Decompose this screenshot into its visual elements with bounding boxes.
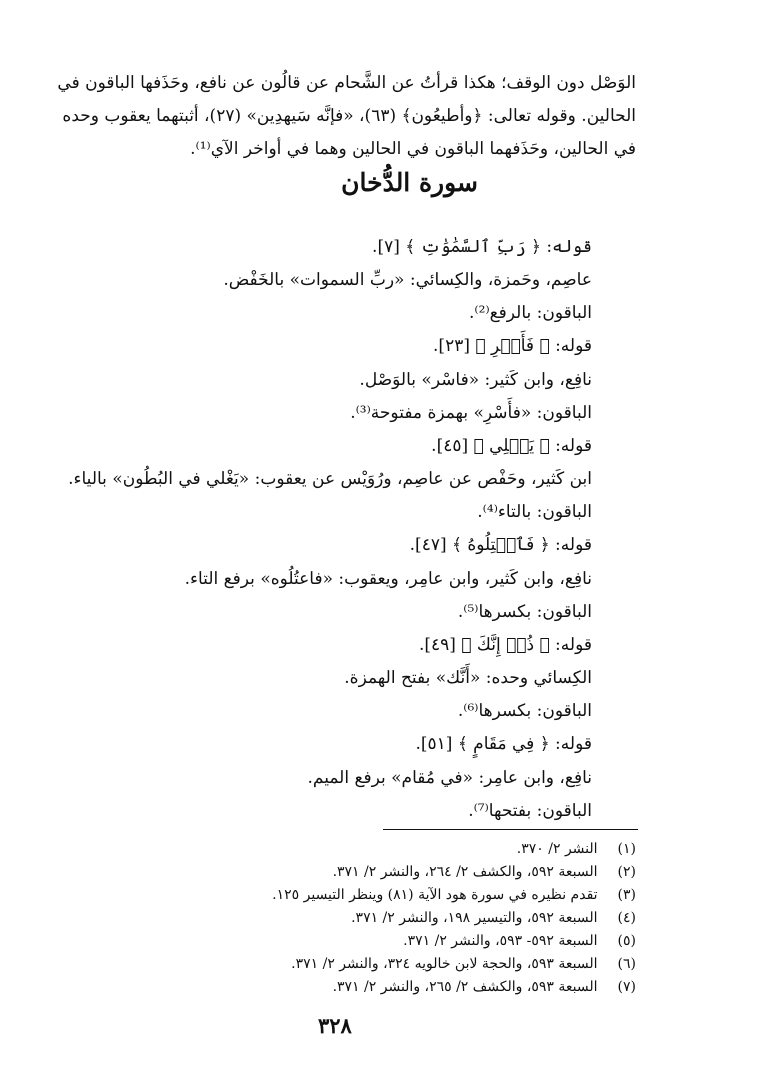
reading-line: نافِع، وابن كَثير: «فاسْر» بالوَصْل.: [359, 370, 592, 390]
reading-line: الباقون: بفتحها⁽⁷⁾.: [468, 801, 592, 821]
footnote-number: (٢): [617, 864, 636, 880]
reading-line: الباقون: بالرفع⁽²⁾.: [469, 303, 592, 323]
verse-line: قوله: ﴿ رَبِّ ٱلسَّمَٰوَٰتِ ﴾ [٧].: [372, 237, 592, 257]
footnote-text: النشر ٢/ ٣٧٠.: [516, 841, 598, 857]
footnote-number: (٦): [617, 956, 636, 972]
intro-line: في الحالين، وحَذَفهما الباقون في الحالين وهما في أواخر الآي⁽¹⁾.: [190, 139, 636, 159]
footnote: [403, 931, 636, 951]
footnote-text: السبعة ٥٩٢- ٥٩٣، والنشر ٢/ ٣٧١.: [403, 933, 598, 949]
reading-line: الباقون: بكسرها⁽⁶⁾.: [457, 701, 592, 721]
reading-line: نافِع، وابن عامِر: «في مُقام» برفع الميم.: [307, 768, 592, 788]
footnote-number: (٥): [617, 933, 636, 949]
reading-line: الكِسائي وحده: «أَنَّك» بفتح الهمزة.: [344, 668, 592, 688]
verse-line: قوله: ﴿ فَأَسۡرِ ﴾ [٢٣].: [433, 336, 592, 356]
reading-line: عاصِم، وحَمزة، والكِسائي: «ربِّ السموات» بالخَفْض.: [223, 270, 592, 290]
reading-line: ابن كَثير، وحَفْص عن عاصِم، ورُوَيْس عن يعقوب: «يَغْلي في البُطُون» بالياء.: [68, 469, 592, 489]
footnote-text: السبعة ٥٩٣، والحجة لابن خالويه ٣٢٤، والنشر ٢/ ٣٧١.: [291, 956, 598, 972]
reading-line: نافِع، وابن كَثير، وابن عامِر، ويعقوب: «فاعتُلُوه» برفع التاء.: [184, 569, 592, 589]
reading-line: الباقون: بالتاء⁽⁴⁾.: [477, 502, 592, 522]
intro-line: الحالين. وقوله تعالى: ﴿وأطيعُون﴾ (٦٣)، «فإنَّه سَيهدِين» (٢٧)، أثبتهما يعقوب وحده: [62, 106, 636, 126]
footnote-text: السبعة ٥٩٢، والتيسير ١٩٨، والنشر ٢/ ٣٧١.: [351, 910, 598, 926]
footnote: [351, 908, 636, 928]
footnote-number: (٧): [617, 979, 636, 995]
footnote: [333, 977, 636, 997]
footnote-number: (١): [617, 841, 636, 857]
verse-line: قوله: ﴿ فَٱعۡتِلُوهُ ﴾ [٤٧].: [409, 535, 592, 555]
footnote: [333, 862, 636, 882]
reading-line: الباقون: «فأَسْرِ» بهمزة مفتوحة⁽³⁾.: [350, 403, 592, 423]
surah-title: سورة الدُّخان: [341, 168, 478, 197]
intro-line: الوَصْل دون الوقف؛ هكذا قرأتُ عن الشَّحام عن قالُون عن نافع، وحَذَفها الباقون في: [57, 73, 636, 93]
footnote: [517, 839, 636, 859]
footnote-text: السبعة ٥٩٢، والكشف ٢/ ٢٦٤، والنشر ٢/ ٣٧١.: [332, 864, 598, 880]
verse-line: قوله: ﴿ فِي مَقَامٍ ﴾ [٥١].: [415, 734, 592, 754]
reading-line: الباقون: بكسرها⁽⁵⁾.: [457, 602, 592, 622]
footnote: [272, 885, 636, 905]
page-number: ٣٢٨: [318, 1013, 352, 1038]
footnote-number: (٤): [617, 910, 636, 926]
footnote-text: السبعة ٥٩٣، والكشف ٢/ ٢٦٥، والنشر ٢/ ٣٧١.: [332, 979, 598, 995]
footnote-divider: [383, 829, 638, 830]
footnote: [291, 954, 636, 974]
verse-line: قوله: ﴿ ذُقۡ إِنَّكَ ﴾ [٤٩].: [418, 635, 592, 655]
footnote-text: تقدم نظيره في سورة هود الآية (٨١) وينظر التيسير ١٢٥.: [272, 887, 598, 903]
footnote-number: (٣): [617, 887, 636, 903]
verse-line: قوله: ﴿ يَغۡلِي ﴾ [٤٥].: [431, 436, 592, 456]
